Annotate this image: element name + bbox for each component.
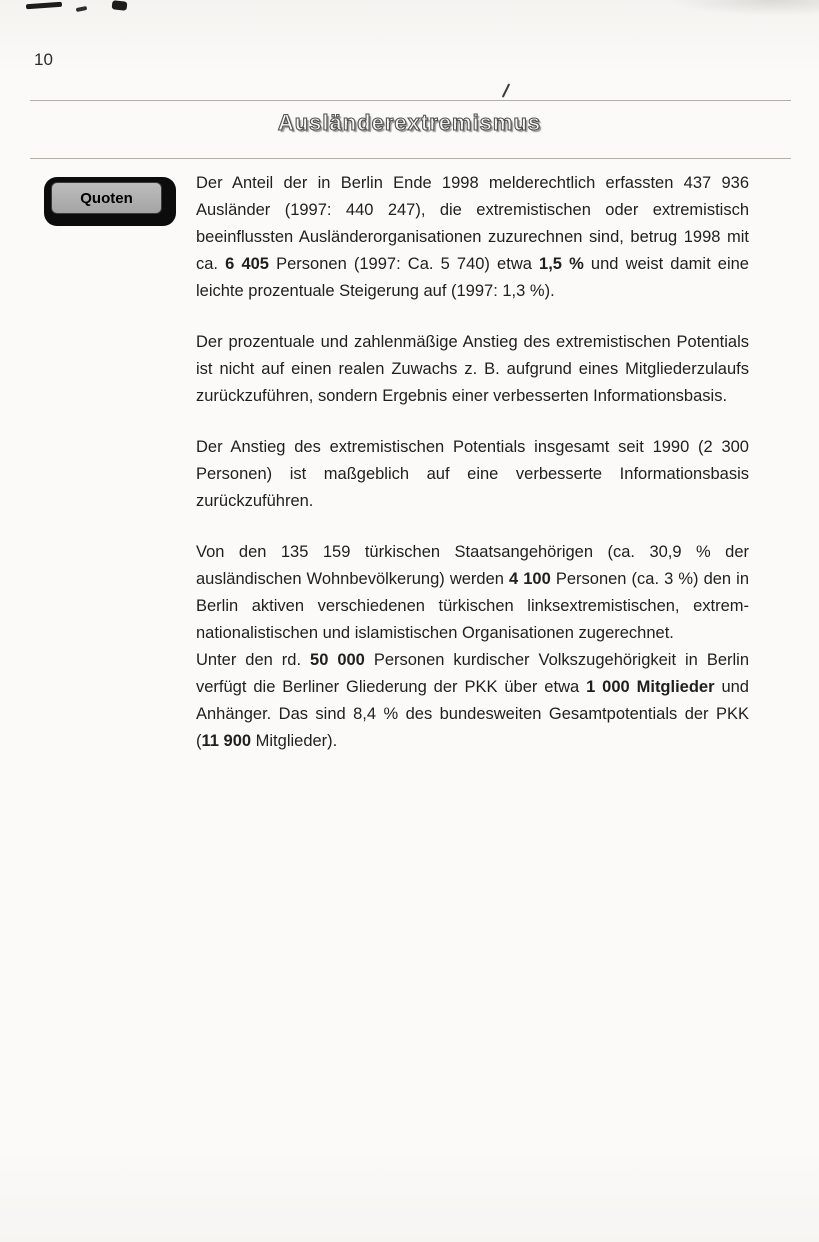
paragraph-text: Der prozentuale und zahlenmäßige Anstieg des extremistischen Potentials ist nicht auf einen realen Zuwachs z. B. aufgrund eines Mitgliederzulaufs zurückzuführen, sondern Ergebnis einer verbesserten Informationsbasis. [196, 333, 749, 405]
scan-smudge [669, 0, 819, 16]
handwritten-tick-mark [502, 83, 510, 97]
quoten-badge [44, 177, 176, 226]
header-rule-bottom [30, 158, 791, 159]
paragraph-5 [196, 647, 749, 755]
paragraph-text: Mitglieder). [251, 732, 338, 750]
paragraph-text: Personen kurdischer Volkszugehörigkeit in Berlin verfügt die Berliner Gliederung der PKK über etwa [196, 651, 750, 696]
paragraph-text-bold: 1,5 % [539, 255, 584, 273]
paragraph-text: Unter den rd. [196, 651, 311, 669]
paragraph-2 [196, 329, 749, 410]
quoten-badge-face [51, 182, 162, 214]
page-title: Ausländerextremismus [277, 110, 542, 135]
paragraph-text: Der Anstieg des extremistischen Potentials insgesamt seit 1990 (2 300 Personen) ist maßgeblich auf eine verbesserte Informationsbasis zurückzuführen. [196, 438, 749, 510]
paragraph-text-bold: 1 000 Mitglieder [586, 678, 715, 696]
paragraph-1 [196, 170, 749, 305]
paragraph-3 [196, 434, 749, 515]
paragraph-text-bold: 6 405 [225, 255, 269, 273]
scan-artifact [26, 2, 62, 9]
scan-artifact [76, 6, 88, 12]
quoten-badge-label: Quoten [80, 189, 133, 207]
paragraph-text: Personen (1997: Ca. 5 740) etwa [268, 255, 540, 273]
scan-artifact [112, 0, 128, 11]
paragraph-text: und weist damit eine leichte prozentuale Steigerung auf (1997: 1,3 %). [196, 255, 749, 300]
body-text [196, 170, 749, 779]
paragraph-text-bold: 50 000 [310, 651, 365, 669]
paragraph-4 [196, 539, 749, 647]
page-number: 10 [34, 50, 53, 69]
paragraph-text: Der Anteil der in Berlin Ende 1998 melderechtlich erfassten 437 936 Ausländer (1997: 440 247), die extremistischen oder extremistisch beeinflussten Ausländerorganisationen zuzurechnen sind, betrug 1998 mit ca. [196, 174, 749, 273]
paragraph-text: und Anhänger. Das sind 8,4 % des bundesweiten Gesamtpotentials der PKK ( [196, 678, 749, 750]
paragraph-text: Von den 135 159 türkischen Staatsangehörigen (ca. 30,9 % der ausländischen Wohnbevölkerung) werden [196, 543, 749, 588]
header-rule-top [30, 100, 791, 101]
paragraph-text-bold: 11 900 [201, 732, 252, 750]
paragraph-text: Personen (ca. 3 %) den in Berlin aktiven verschiedenen türkischen linksextremistischen, extrem-nationalistischen und islamistischen Organisationen zugerechnet. [196, 570, 750, 642]
paragraph-text-bold: 4 100 [509, 570, 551, 588]
